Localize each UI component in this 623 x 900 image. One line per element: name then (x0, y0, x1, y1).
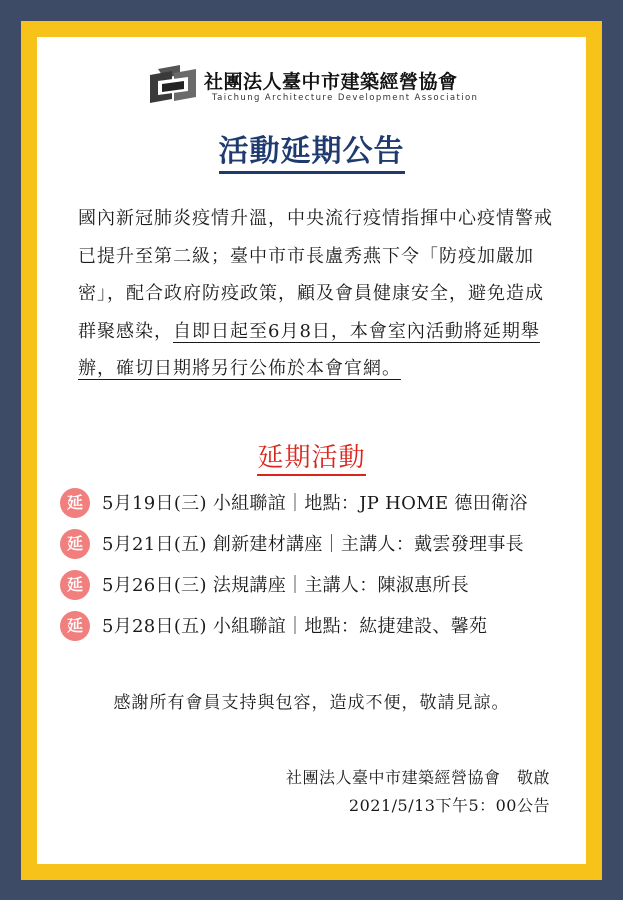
postpone-badge: 延 (60, 488, 90, 518)
signature (286, 764, 550, 820)
postpone-badge: 延 (60, 570, 90, 600)
signature-org: 社團法人臺中市建築經營協會 敬啟 (285, 768, 550, 787)
list-item (60, 526, 580, 567)
signature-date: 2021/5/13下午5：00公告 (348, 796, 550, 815)
event-list (60, 485, 580, 649)
org-logo-icon (150, 65, 196, 107)
page-title: 活動延期公告 (0, 126, 623, 170)
list-item (60, 608, 580, 649)
list-item (60, 485, 580, 526)
event-text: 5月26日(三) 法規講座｜主講人：陳淑惠所長 (102, 575, 470, 596)
postpone-badge: 延 (60, 529, 90, 559)
postpone-badge: 延 (60, 611, 90, 641)
list-item (60, 567, 580, 608)
notice-body (78, 200, 558, 388)
org-name-en: Taichung Architecture Development Association (212, 93, 479, 103)
section-title: 延期活動 (0, 437, 623, 474)
event-text: 5月21日(五) 創新建材講座｜主講人：戴雲發理事長 (102, 534, 524, 555)
event-text: 5月19日(三) 小組聯誼｜地點：JP HOME 德田衛浴 (102, 493, 528, 514)
notice-highlight: 自即日起至6月8日，本會室內活動將延期舉辦，確切日期將另行公佈於本會官網。 (78, 320, 540, 379)
event-text: 5月28日(五) 小組聯誼｜地點：紘捷建設、馨苑 (102, 616, 488, 637)
org-name: 社團法人臺中市建築經營協會 (204, 71, 458, 93)
org-logo (150, 65, 480, 107)
notice-text: 國內新冠肺炎疫情升溫，中央流行疫情指揮中心疫情警戒已提升至第二級；臺中市市長盧秀燕下令「防疫加嚴加密」，配合政府防疫政策，顧及會員健康安全，避免造成群聚感染， (78, 208, 553, 342)
thanks-message: 感謝所有會員支持與包容，造成不便，敬請見諒。 (113, 693, 510, 713)
